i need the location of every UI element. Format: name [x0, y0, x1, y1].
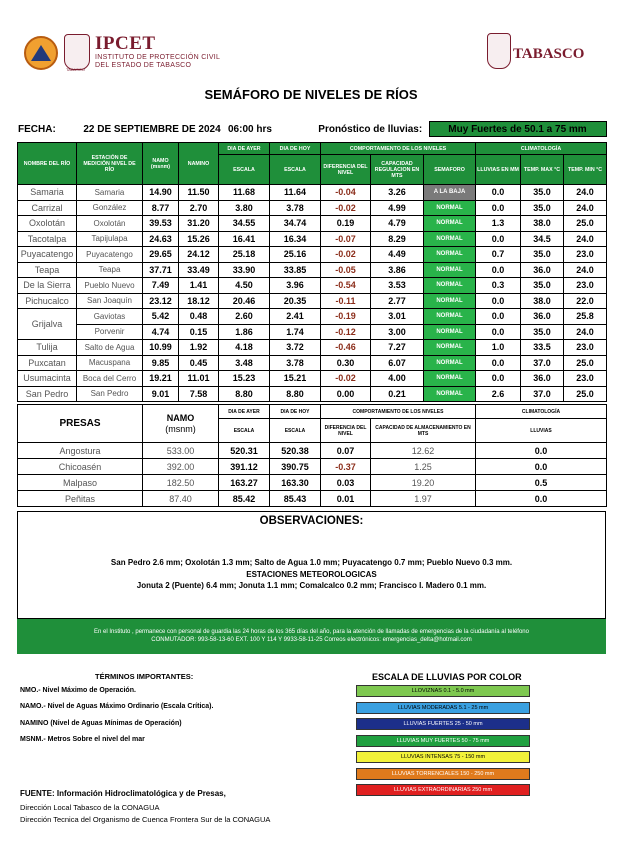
- cap-value: 3.01: [371, 309, 424, 325]
- scale-today-value: 1.74: [270, 324, 321, 340]
- dam-scale-today-value: 520.38: [270, 443, 321, 459]
- namino-value: 0.15: [179, 324, 219, 340]
- dam-scale-prev-value: 391.12: [219, 459, 270, 475]
- scale-prev-value: 20.46: [219, 293, 270, 309]
- namo-value: 23.12: [143, 293, 179, 309]
- river-name: Pichucalco: [18, 293, 77, 309]
- observations-box: [17, 511, 606, 619]
- col-namino: NAMINO: [179, 143, 219, 185]
- col-rain: LLUVIAS EN MM: [476, 155, 521, 185]
- rain-value: 0.7: [476, 247, 521, 263]
- state-name: TABASCO: [513, 46, 585, 62]
- col-clim: CLIMATOLOGÍA: [476, 143, 607, 155]
- dam-rain-value: 0.0: [476, 443, 607, 459]
- namo-value: 37.71: [143, 262, 179, 278]
- dam-diff-value: 0.03: [321, 475, 371, 491]
- rain-value: 1.3: [476, 216, 521, 232]
- namino-value: 11.50: [179, 185, 219, 201]
- table-row: [18, 185, 607, 201]
- rain-value: 2.6: [476, 386, 521, 402]
- cap-value: 3.53: [371, 278, 424, 294]
- forecast-value: Muy Fuertes de 50.1 a 75 mm: [429, 122, 606, 137]
- dam-name: Peñitas: [18, 491, 143, 507]
- dam-diff-value: 0.07: [321, 443, 371, 459]
- cap-value: 4.79: [371, 216, 424, 232]
- dam-rain-value: 0.0: [476, 491, 607, 507]
- time-value: 06:00 hrs: [228, 123, 272, 135]
- tmax-value: 35.0: [521, 278, 564, 294]
- namino-value: 33.49: [179, 262, 219, 278]
- rain-scale-bar: LLUVIAS INTENSAS 75 - 150 mm: [356, 751, 530, 763]
- table-row: [18, 475, 607, 491]
- observations-weather-stations: Jonuta 2 (Puente) 6.4 mm; Jonuta 1.1 mm; Comalcalco 0.2 mm; Francisco I. Madero 0.1 mm.: [136, 581, 487, 590]
- river-name: Usumacinta: [18, 371, 77, 387]
- tmin-value: 24.0: [564, 262, 607, 278]
- rain-scale-bar: LLUVIAS MUY FUERTES 50 - 75 mm: [356, 735, 530, 747]
- tmax-value: 34.5: [521, 231, 564, 247]
- namo-value: 29.65: [143, 247, 179, 263]
- tmin-value: 24.0: [564, 231, 607, 247]
- namo-value: 19.21: [143, 371, 179, 387]
- scale-prev-value: 3.80: [219, 200, 270, 216]
- tmin-value: 25.8: [564, 309, 607, 325]
- scale-prev-value: 8.80: [219, 386, 270, 402]
- dam-diff-value: -0.37: [321, 459, 371, 475]
- source-line1: Dirección Local Tabasco de la CONAGUA: [20, 803, 160, 812]
- river-name: San Pedro: [18, 386, 77, 402]
- col-dam-cap: CAPACIDAD DE ALMACENAMIENTO EN MTS: [371, 419, 476, 443]
- scale-prev-value: 25.18: [219, 247, 270, 263]
- namino-value: 2.70: [179, 200, 219, 216]
- scale-today-value: 3.72: [270, 340, 321, 356]
- dam-rain-value: 0.5: [476, 475, 607, 491]
- semaforo-status: NORMAL: [424, 200, 476, 216]
- cap-value: 8.29: [371, 231, 424, 247]
- station-name: Gaviotas: [77, 309, 143, 325]
- namino-value: 31.20: [179, 216, 219, 232]
- dam-scale-prev-value: 520.31: [219, 443, 270, 459]
- org-line1: INSTITUTO DE PROTECCIÓN CIVIL: [95, 54, 221, 61]
- scale-today-value: 11.64: [270, 185, 321, 201]
- river-name: Oxolotán: [18, 216, 77, 232]
- dam-scale-prev-value: 163.27: [219, 475, 270, 491]
- tmax-value: 38.0: [521, 293, 564, 309]
- station-name: Samaria: [77, 185, 143, 201]
- col-day-today: DIA DE HOY: [270, 143, 321, 155]
- col-comp: COMPORTAMIENTO DE LOS NIVELES: [321, 143, 476, 155]
- diff-value: -0.02: [321, 200, 371, 216]
- scale-today-value: 3.78: [270, 355, 321, 371]
- date-bar: [17, 121, 607, 137]
- cap-value: 7.27: [371, 340, 424, 356]
- tmax-value: 35.0: [521, 247, 564, 263]
- col-tmax: TEMP. MAX °C: [521, 155, 564, 185]
- term-item: NAMINO (Nivel de Aguas Mínimas de Operación): [20, 720, 182, 727]
- col-dam-day-prev: DIA DE AYER: [219, 405, 270, 419]
- observations-rain-stations: San Pedro 2.6 mm; Oxolotán 1.3 mm; Salto de Agua 1.0 mm; Puyacatengo 0.7 mm; Pueblo Nuevo 0.3 mm.: [110, 558, 513, 567]
- observations-title: OBSERVACIONES:: [259, 515, 364, 527]
- cap-value: 4.49: [371, 247, 424, 263]
- table-row: [18, 459, 607, 475]
- station-name: Boca del Cerro: [77, 371, 143, 387]
- col-dam-scale-today: ESCALA: [270, 419, 321, 443]
- tmax-value: 35.0: [521, 200, 564, 216]
- scale-today-value: 15.21: [270, 371, 321, 387]
- namo-unit: (msnm): [165, 423, 196, 434]
- dam-namo-value: 533.00: [143, 443, 219, 459]
- table-row: [18, 309, 607, 325]
- rain-value: 0.0: [476, 293, 521, 309]
- semaforo-status: NORMAL: [424, 278, 476, 294]
- org-line2: DEL ESTADO DE TABASCO: [95, 62, 192, 69]
- namino-value: 18.12: [179, 293, 219, 309]
- namino-value: 7.58: [179, 386, 219, 402]
- tmax-value: 38.0: [521, 216, 564, 232]
- dam-diff-value: 0.01: [321, 491, 371, 507]
- dam-scale-today-value: 390.75: [270, 459, 321, 475]
- river-name: Teapa: [18, 262, 77, 278]
- river-name: De la Sierra: [18, 278, 77, 294]
- col-dam-namo: [143, 405, 219, 443]
- tmin-value: 23.0: [564, 247, 607, 263]
- scale-today-value: 20.35: [270, 293, 321, 309]
- diff-value: -0.07: [321, 231, 371, 247]
- rain-value: 0.0: [476, 200, 521, 216]
- dam-cap-value: 19.20: [371, 475, 476, 491]
- col-sem: SEMAFORO: [424, 155, 476, 185]
- source-line2: Dirección Tecnica del Organismo de Cuenca Frontera Sur de la CONAGUA: [20, 815, 271, 824]
- seal-caption: TABASCO: [66, 67, 85, 72]
- rain-scale-bar: LLUVIAS FUERTES 25 - 50 mm: [356, 718, 530, 730]
- col-diff: DIFERENCIA DEL NIVEL: [321, 155, 371, 185]
- semaforo-status: NORMAL: [424, 324, 476, 340]
- station-name: Tapijulapa: [77, 231, 143, 247]
- semaforo-status: NORMAL: [424, 340, 476, 356]
- org-name: IPCET: [95, 33, 156, 54]
- tmax-value: 33.5: [521, 340, 564, 356]
- table-row: [18, 324, 607, 340]
- river-name: Tulija: [18, 340, 77, 356]
- proteccion-civil-logo: [24, 36, 58, 70]
- namo-value: 10.99: [143, 340, 179, 356]
- semaforo-status: NORMAL: [424, 371, 476, 387]
- diff-value: 0.19: [321, 216, 371, 232]
- rain-value: 0.0: [476, 371, 521, 387]
- term-item: MSNM.- Metros Sobre el nivel del mar: [20, 736, 145, 743]
- namo-label: NAMO: [166, 412, 195, 423]
- station-name: Puyacatengo: [77, 247, 143, 263]
- river-name: Samaria: [18, 185, 77, 201]
- scale-prev-value: 4.50: [219, 278, 270, 294]
- diff-value: 0.00: [321, 386, 371, 402]
- table-row: [18, 278, 607, 294]
- term-item: NAMO.- Nivel de Aguas Máximo Ordinario (Escala Crítica).: [20, 703, 214, 710]
- scale-today-value: 2.41: [270, 309, 321, 325]
- scale-today-value: 25.16: [270, 247, 321, 263]
- table-row: [18, 231, 607, 247]
- cap-value: 3.26: [371, 185, 424, 201]
- river-name: Puxcatan: [18, 355, 77, 371]
- dam-scale-prev-value: 85.42: [219, 491, 270, 507]
- rain-scale-bar: LLUVIAS EXTRAORDINARIAS 250 mm: [356, 784, 530, 796]
- rain-value: 0.0: [476, 185, 521, 201]
- rain-scale-bar: LLUVIAS MODERADAS 5.1 - 25 mm: [356, 702, 530, 714]
- col-tmin: TEMP. MIN °C: [564, 155, 607, 185]
- table-row: [18, 443, 607, 459]
- river-name: Tacotalpa: [18, 231, 77, 247]
- tmax-value: 35.0: [521, 324, 564, 340]
- col-dam-rain: LLUVIAS: [476, 419, 607, 443]
- dam-name: Angostura: [18, 443, 143, 459]
- col-scale-prev: ESCALA: [219, 155, 270, 185]
- cap-value: 3.00: [371, 324, 424, 340]
- rain-value: 0.3: [476, 278, 521, 294]
- tmin-value: 23.0: [564, 371, 607, 387]
- semaforo-status: NORMAL: [424, 309, 476, 325]
- dam-scale-today-value: 85.43: [270, 491, 321, 507]
- col-dam-clim: CLIMATOLOGÍA: [476, 405, 607, 419]
- contact-banner: [17, 619, 606, 654]
- station-name: Salto de Agua: [77, 340, 143, 356]
- tmin-value: 23.0: [564, 278, 607, 294]
- dam-namo-value: 182.50: [143, 475, 219, 491]
- dam-cap-value: 1.97: [371, 491, 476, 507]
- namo-value: 7.49: [143, 278, 179, 294]
- semaforo-status: A LA BAJA: [424, 185, 476, 201]
- river-name: Grijalva: [18, 309, 77, 340]
- rivers-table: [17, 142, 607, 402]
- cap-value: 4.00: [371, 371, 424, 387]
- namo-value: 24.63: [143, 231, 179, 247]
- col-presas: PRESAS: [18, 405, 143, 443]
- station-name: Oxolotán: [77, 216, 143, 232]
- diff-value: -0.11: [321, 293, 371, 309]
- cap-value: 3.86: [371, 262, 424, 278]
- scale-today-value: 3.78: [270, 200, 321, 216]
- namino-value: 1.41: [179, 278, 219, 294]
- observations-stations-title: ESTACIONES METEOROLOGICAS: [246, 570, 377, 579]
- col-cap: CAPACIDAD REGULACION EN MTS: [371, 155, 424, 185]
- diff-value: -0.05: [321, 262, 371, 278]
- cap-value: 0.21: [371, 386, 424, 402]
- col-dam-scale-prev: ESCALA: [219, 419, 270, 443]
- rain-value: 1.0: [476, 340, 521, 356]
- contact-line2: CONMUTADOR: 993-58-13-60 EXT. 100 Y 114 Y 9933-58-11-25 Correos electrónicos: emergencias_delta@hotmail.com: [151, 637, 472, 643]
- table-row: [18, 355, 607, 371]
- scale-prev-value: 15.23: [219, 371, 270, 387]
- dam-cap-value: 1.25: [371, 459, 476, 475]
- table-row: [18, 371, 607, 387]
- namo-value: 9.85: [143, 355, 179, 371]
- table-row: [18, 293, 607, 309]
- page-title: SEMÁFORO DE NIVELES DE RÍOS: [204, 87, 418, 102]
- col-station: ESTACIÓN DE MEDICIÓN NIVEL DE RÍO: [77, 143, 143, 185]
- scale-prev-value: 1.86: [219, 324, 270, 340]
- tmin-value: 23.0: [564, 340, 607, 356]
- river-name: Carrizal: [18, 200, 77, 216]
- date-value: 22 DE SEPTIEMBRE DE 2024: [83, 123, 221, 135]
- diff-value: -0.04: [321, 185, 371, 201]
- dam-name: Malpaso: [18, 475, 143, 491]
- scale-prev-value: 3.48: [219, 355, 270, 371]
- diff-value: -0.19: [321, 309, 371, 325]
- cap-value: 2.77: [371, 293, 424, 309]
- dam-cap-value: 12.62: [371, 443, 476, 459]
- namo-value: 4.74: [143, 324, 179, 340]
- scale-prev-value: 34.55: [219, 216, 270, 232]
- diff-value: -0.46: [321, 340, 371, 356]
- cap-value: 4.99: [371, 200, 424, 216]
- dam-rain-value: 0.0: [476, 459, 607, 475]
- tmax-value: 36.0: [521, 309, 564, 325]
- station-name: Macuspana: [77, 355, 143, 371]
- rain-scale-bar: LLUVIAS TORRENCIALES 150 - 250 mm: [356, 768, 530, 780]
- table-row: [18, 247, 607, 263]
- scale-today-value: 16.34: [270, 231, 321, 247]
- term-item: NMO.- Nivel Máximo de Operación.: [20, 687, 136, 694]
- rain-value: 0.0: [476, 262, 521, 278]
- tmax-value: 35.0: [521, 185, 564, 201]
- river-name: Puyacatengo: [18, 247, 77, 263]
- table-row: [18, 262, 607, 278]
- col-namo: NAMO (msnm): [143, 143, 179, 185]
- table-row: [18, 216, 607, 232]
- tabasco-seal-logo: [487, 33, 511, 69]
- col-river: NOMBRE DEL RÍO: [18, 143, 77, 185]
- semaforo-status: NORMAL: [424, 262, 476, 278]
- col-dam-day-today: DIA DE HOY: [270, 405, 321, 419]
- tmax-value: 37.0: [521, 355, 564, 371]
- namo-value: 9.01: [143, 386, 179, 402]
- tmax-value: 36.0: [521, 262, 564, 278]
- diff-value: -0.02: [321, 247, 371, 263]
- diff-value: -0.12: [321, 324, 371, 340]
- table-row: [18, 340, 607, 356]
- station-name: González: [77, 200, 143, 216]
- scale-today-value: 8.80: [270, 386, 321, 402]
- station-name: San Pedro: [77, 386, 143, 402]
- table-row: [18, 491, 607, 507]
- semaforo-status: NORMAL: [424, 231, 476, 247]
- namo-value: 14.90: [143, 185, 179, 201]
- rain-scale-title: ESCALA DE LLUVIAS POR COLOR: [372, 672, 522, 682]
- station-name: San Joaquín: [77, 293, 143, 309]
- rain-value: 0.0: [476, 324, 521, 340]
- diff-value: -0.02: [321, 371, 371, 387]
- namino-value: 11.01: [179, 371, 219, 387]
- scale-prev-value: 4.18: [219, 340, 270, 356]
- tmin-value: 25.0: [564, 386, 607, 402]
- rain-value: 0.0: [476, 231, 521, 247]
- dam-namo-value: 87.40: [143, 491, 219, 507]
- scale-today-value: 34.74: [270, 216, 321, 232]
- namino-value: 0.48: [179, 309, 219, 325]
- cap-value: 6.07: [371, 355, 424, 371]
- col-day-prev: DIA DE AYER: [219, 143, 270, 155]
- tmin-value: 24.0: [564, 324, 607, 340]
- rain-scale-bar: LLOVIZNAS 0.1 - 5.0 mm: [356, 685, 530, 697]
- col-dam-diff: DIFERENCIA DEL NIVEL: [321, 419, 371, 443]
- tmax-value: 36.0: [521, 371, 564, 387]
- semaforo-status: NORMAL: [424, 216, 476, 232]
- tmin-value: 25.0: [564, 355, 607, 371]
- namo-value: 5.42: [143, 309, 179, 325]
- namino-value: 24.12: [179, 247, 219, 263]
- namino-value: 15.26: [179, 231, 219, 247]
- contact-line1: En el Instituto , permanece con personal de guardia las 24 horas de los 365 días del año, para la atención de llamadas de emergencias de la ciudadanía al teléfono: [94, 629, 529, 635]
- station-name: Teapa: [77, 262, 143, 278]
- tmin-value: 24.0: [564, 200, 607, 216]
- diff-value: -0.54: [321, 278, 371, 294]
- namo-value: 39.53: [143, 216, 179, 232]
- forecast-label: Pronóstico de lluvias:: [318, 123, 423, 135]
- diff-value: 0.30: [321, 355, 371, 371]
- rain-value: 0.0: [476, 309, 521, 325]
- dam-namo-value: 392.00: [143, 459, 219, 475]
- tmin-value: 25.0: [564, 216, 607, 232]
- source-title: FUENTE: Información Hidroclimatológica y de Presas,: [20, 789, 226, 798]
- namo-value: 8.77: [143, 200, 179, 216]
- ipcet-seal-logo: [64, 34, 90, 70]
- scale-prev-value: 2.60: [219, 309, 270, 325]
- tmin-value: 24.0: [564, 185, 607, 201]
- dam-scale-today-value: 163.30: [270, 475, 321, 491]
- semaforo-status: NORMAL: [424, 293, 476, 309]
- table-row: [18, 386, 607, 402]
- dam-name: Chicoasén: [18, 459, 143, 475]
- namino-value: 1.92: [179, 340, 219, 356]
- scale-today-value: 3.96: [270, 278, 321, 294]
- terms-title: TÉRMINOS IMPORTANTES:: [95, 672, 194, 681]
- semaforo-status: NORMAL: [424, 386, 476, 402]
- station-name: Porvenir: [77, 324, 143, 340]
- date-label: FECHA:: [18, 123, 56, 135]
- scale-today-value: 33.85: [270, 262, 321, 278]
- tmin-value: 22.0: [564, 293, 607, 309]
- semaforo-status: NORMAL: [424, 355, 476, 371]
- namino-value: 0.45: [179, 355, 219, 371]
- col-dam-comp: COMPORTAMIENTO DE LOS NIVELES: [321, 405, 476, 419]
- semaforo-status: NORMAL: [424, 247, 476, 263]
- scale-prev-value: 16.41: [219, 231, 270, 247]
- scale-prev-value: 33.90: [219, 262, 270, 278]
- dams-table: [17, 404, 607, 507]
- station-name: Pueblo Nuevo: [77, 278, 143, 294]
- rain-value: 0.0: [476, 355, 521, 371]
- scale-prev-value: 11.68: [219, 185, 270, 201]
- table-row: [18, 200, 607, 216]
- tmax-value: 37.0: [521, 386, 564, 402]
- col-scale-today: ESCALA: [270, 155, 321, 185]
